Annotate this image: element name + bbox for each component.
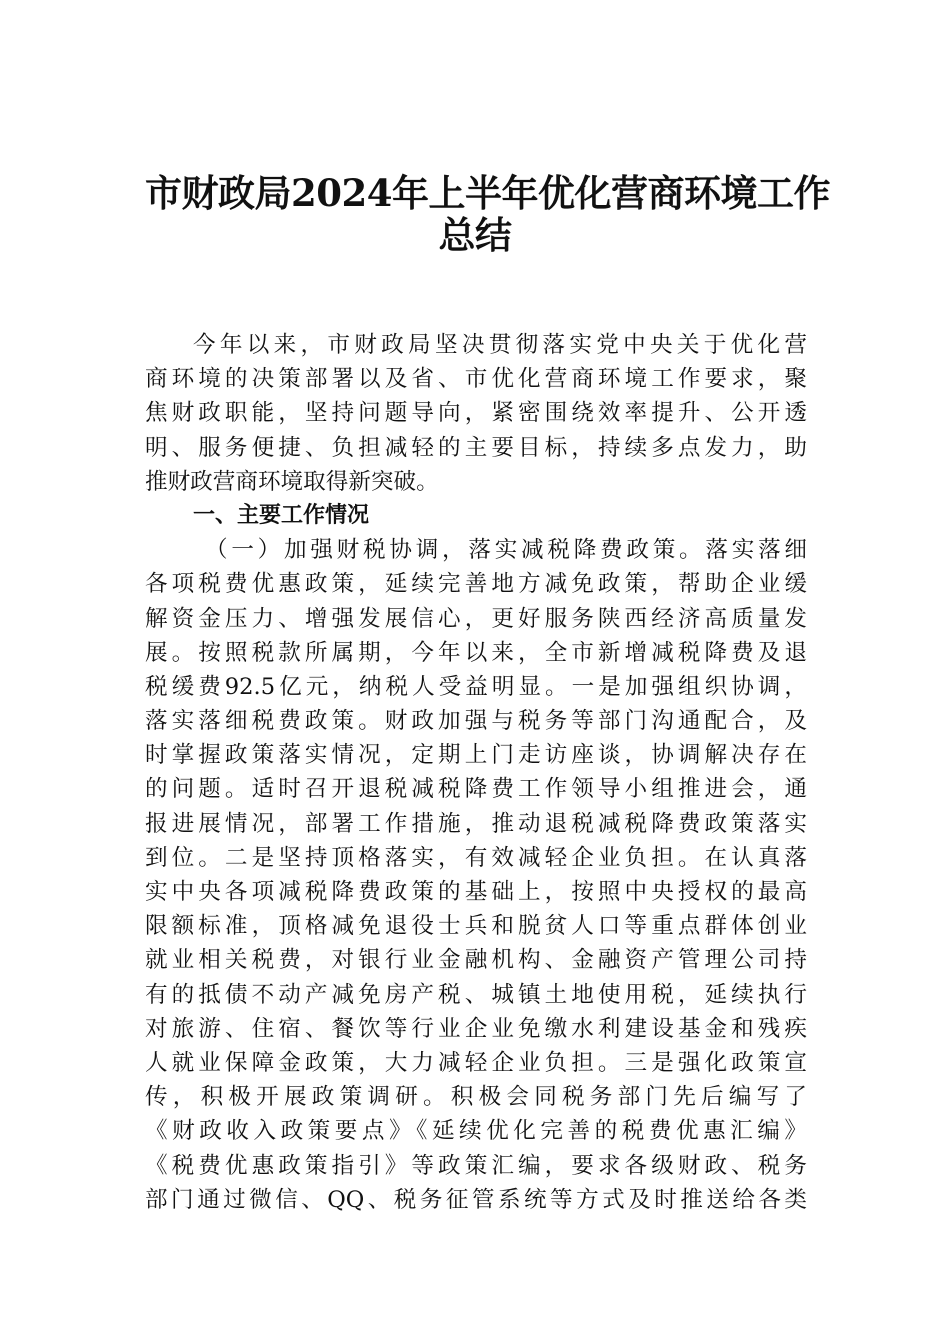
- paragraph-line: 《财政收入政策要点》《延续优化完善的税费优惠汇编》: [145, 1118, 807, 1145]
- document-body: [145, 328, 807, 1217]
- paragraph-line: 落实落细税费政策。财政加强与税务等部门沟通配合，及: [145, 708, 807, 735]
- intro-line: 商环境的决策部署以及省、市优化营商环境工作要求，聚: [145, 366, 807, 393]
- intro-line: 推财政营商环境取得新突破。: [145, 468, 439, 495]
- paragraph-line: 的问题。适时召开退税减税降费工作领导小组推进会，通: [145, 776, 807, 803]
- paragraph-line: 部门通过微信、QQ、税务征管系统等方式及时推送给各类: [145, 1186, 807, 1213]
- document-title-line-1: 市财政局2024年上半年优化营商环境工作: [145, 171, 830, 215]
- paragraph-line: 限额标准，顶格减免退役士兵和脱贫人口等重点群体创业: [145, 913, 807, 940]
- paragraph-line: 《税费优惠政策指引》等政策汇编，要求各级财政、税务: [145, 1152, 807, 1179]
- paragraph-line: 传，积极开展政策调研。积极会同税务部门先后编写了: [145, 1084, 807, 1111]
- intro-line: 今年以来，市财政局坚决贯彻落实党中央关于优化营: [193, 332, 807, 358]
- paragraph-line: 展。按照税款所属期，今年以来，全市新增减税降费及退: [145, 639, 807, 666]
- paragraph-line: 各项税费优惠政策，延续完善地方减免政策，帮助企业缓: [145, 571, 807, 598]
- paragraph-line: 实中央各项减税降费政策的基础上，按照中央授权的最高: [145, 879, 807, 905]
- paragraph-line: （一）加强财税协调，落实减税降费政策。落实落细: [205, 537, 807, 564]
- intro-line: 明、服务便捷、负担减轻的主要目标，持续多点发力，助: [145, 434, 807, 461]
- intro-line: 焦财政职能，坚持问题导向，紧密围绕效率提升、公开透: [145, 400, 807, 427]
- section-heading: 一、主要工作情况: [193, 502, 370, 528]
- paragraph-line: 税缓费92.5亿元，纳税人受益明显。一是加强组织协调，: [145, 673, 807, 700]
- paragraph-line: 就业相关税费，对银行业金融机构、金融资产管理公司持: [145, 947, 807, 974]
- paragraph-line: 人就业保障金政策，大力减轻企业负担。三是强化政策宣: [145, 1049, 807, 1076]
- paragraph-line: 到位。二是坚持顶格落实，有效减轻企业负担。在认真落: [145, 844, 807, 871]
- paragraph-line: 有的抵债不动产减免房产税、城镇土地使用税，延续执行: [145, 981, 807, 1008]
- paragraph-line: 报进展情况，部署工作措施，推动退税减税降费政策落实: [145, 810, 807, 837]
- paragraph-line: 对旅游、住宿、餐饮等行业企业免缴水利建设基金和残疾: [145, 1015, 807, 1042]
- paragraph-line: 解资金压力、增强发展信心，更好服务陕西经济高质量发: [145, 605, 807, 632]
- paragraph-line: 时掌握政策落实情况，定期上门走访座谈，协调解决存在: [145, 742, 807, 769]
- document-title-line-2: 总结: [438, 213, 512, 257]
